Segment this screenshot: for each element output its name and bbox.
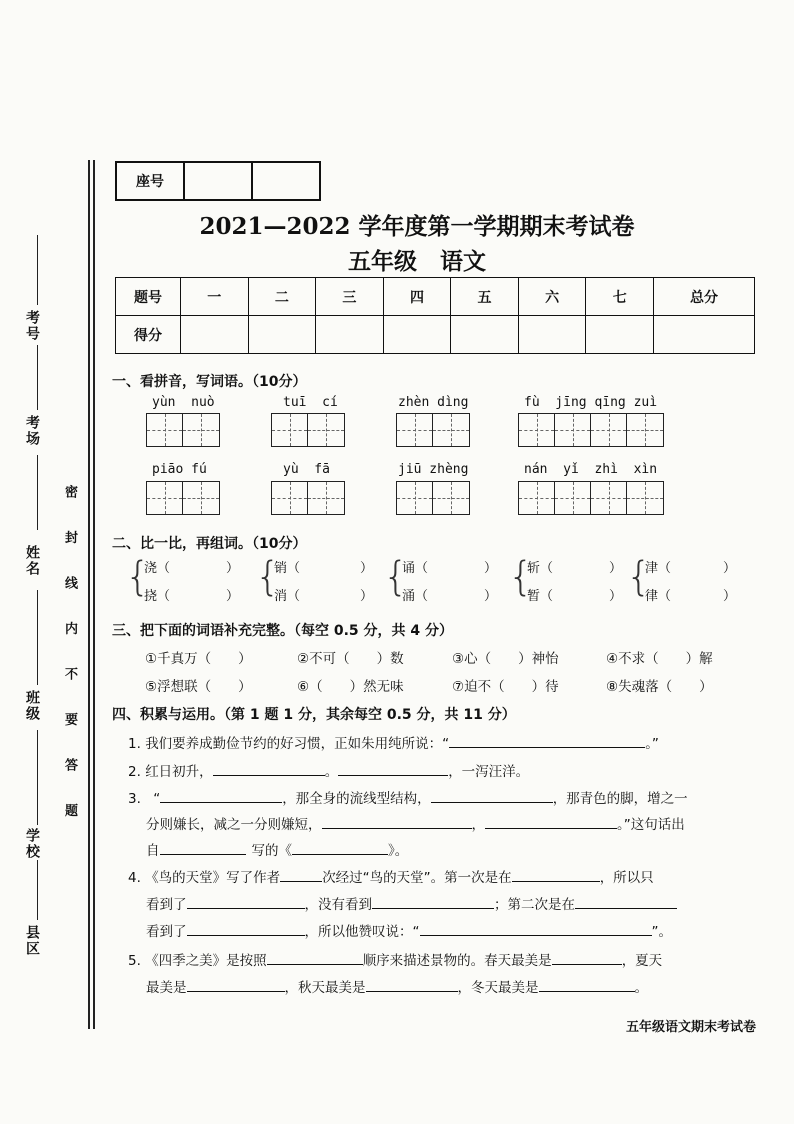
q1-blank[interactable] — [449, 733, 645, 748]
idiom-3: ③心（ ）神怡 — [452, 651, 559, 667]
q5-a: 《四季之美》是按照 — [145, 953, 267, 969]
q4-blank-7[interactable] — [420, 921, 652, 936]
page-title: 2021—2022 学年度第一学期期末考试卷 — [199, 213, 635, 240]
q3-blank-1[interactable] — [160, 788, 282, 803]
q3-g: 自 — [146, 843, 160, 859]
q4-d: 看到了 — [146, 897, 187, 913]
brace-4: { — [508, 554, 534, 600]
pinyin-2: tuī cí — [283, 395, 338, 410]
q3-line-3 — [146, 839, 408, 859]
pinyin-4: fù jīng qīng zuì — [524, 395, 658, 410]
score-table — [115, 277, 755, 354]
q5-b: 顺序来描述景物的。春天最美是 — [362, 953, 552, 969]
score-header-4: 四 — [383, 278, 451, 316]
pair-5-b: 律（ — [645, 589, 672, 604]
idiom-6: ⑥（ ）然无味 — [297, 679, 404, 695]
pair-3-a: 诵（ — [402, 561, 429, 576]
pair-3 — [402, 555, 502, 611]
pair-2-b-close: ） — [360, 589, 374, 604]
pinyin-6: yù fā — [283, 462, 330, 477]
pair-4-a-close: ） — [609, 561, 623, 576]
q1-text: 我们要养成勤俭节约的好习惯，正如朱用纯所说：“ — [145, 736, 450, 752]
q3-blank-5[interactable] — [160, 840, 246, 855]
pair-5-b-close: ） — [723, 589, 737, 604]
score-header-total: 总分 — [654, 278, 755, 316]
exam-room-line — [37, 345, 38, 410]
class-line — [37, 590, 38, 685]
grid-cell[interactable] — [627, 414, 663, 446]
q4-f: ；第二次是在 — [494, 897, 575, 913]
grid-cell[interactable] — [591, 414, 627, 446]
exam-room-label: 考场 — [24, 415, 40, 447]
q4-line-3 — [146, 920, 672, 940]
score-cell[interactable] — [383, 316, 451, 354]
q4-line-1 — [128, 866, 654, 886]
grid-cell[interactable] — [627, 482, 663, 514]
brace-2: { — [255, 554, 281, 600]
q5-e: ，秋天最美是 — [284, 980, 366, 996]
grid-cell[interactable] — [183, 414, 219, 446]
page-footer: 五年级语文期末考试卷 — [625, 1020, 756, 1035]
q4-number: 4. — [128, 870, 141, 886]
q2-blank-2[interactable] — [338, 761, 448, 776]
grid-cell[interactable] — [397, 482, 433, 514]
pair-1-b-close: ） — [226, 589, 240, 604]
q5-d: 最美是 — [146, 980, 187, 996]
q5-blank-3[interactable] — [187, 977, 285, 992]
q5-line-2 — [146, 976, 648, 996]
q2-b: 。 — [324, 764, 339, 780]
idiom-1: ①千真万（ ） — [145, 651, 252, 667]
q5-c: ，夏天 — [621, 953, 663, 969]
pinyin-8: nán yǐ zhì xìn — [524, 462, 658, 477]
name-label: 姓名 — [24, 545, 40, 577]
score-cell[interactable] — [316, 316, 384, 354]
q5-blank-5[interactable] — [539, 977, 635, 992]
q3-blank-6[interactable] — [292, 840, 388, 855]
grid-cell[interactable] — [308, 414, 344, 446]
section4-heading: 四、积累与运用。（第 1 题 1 分，其余每空 0.5 分，共 11 分） — [112, 707, 516, 723]
pair-3-b-close: ） — [484, 589, 498, 604]
q4-g: 看到了 — [146, 924, 187, 940]
pair-5-a-close: ） — [723, 561, 737, 576]
section2-heading: 二、比一比，再组词。（10分） — [112, 536, 307, 552]
score-header-5: 五 — [451, 278, 519, 316]
pair-4-b-close: ） — [609, 589, 623, 604]
pair-1-b: 挠（ — [144, 589, 171, 604]
pair-2-b: 消（ — [274, 589, 301, 604]
idiom-4: ④不求（ ）解 — [606, 651, 713, 667]
score-cell[interactable] — [248, 316, 316, 354]
seat-box-2[interactable] — [252, 162, 320, 200]
q3-blank-2[interactable] — [431, 788, 553, 803]
pinyin-1: yùn nuò — [152, 395, 215, 410]
write-grid-5[interactable] — [146, 481, 220, 515]
score-header-3: 三 — [316, 278, 384, 316]
seal-notice: 密 封 线 内 不 要 答 题 — [62, 485, 77, 831]
grid-cell[interactable] — [147, 414, 183, 446]
grid-cell[interactable] — [433, 414, 469, 446]
grid-cell[interactable] — [519, 482, 555, 514]
q4-b: 次经过“鸟的天堂”。第一次是在 — [322, 870, 512, 886]
q3-h: 写的《 — [251, 843, 292, 859]
q3-b: ，那全身的流线型结构， — [282, 791, 431, 807]
grid-cell[interactable] — [272, 414, 308, 446]
binding-line-outer — [88, 160, 90, 1029]
brace-5: { — [626, 554, 652, 600]
q5-g: 。 — [634, 980, 648, 996]
score-header-2: 二 — [248, 278, 316, 316]
pair-4-b: 暂（ — [527, 589, 554, 604]
pair-4-a: 斩（ — [527, 561, 554, 576]
score-header-label: 题号 — [116, 278, 181, 316]
score-cell[interactable] — [654, 316, 755, 354]
brace-1: { — [125, 554, 151, 600]
grid-cell[interactable] — [555, 414, 591, 446]
brace-3: { — [383, 554, 409, 600]
q3-f: 。”这句话出 — [617, 817, 685, 833]
pair-2 — [274, 555, 374, 611]
pair-2-a: 销（ — [274, 561, 301, 576]
section1-heading: 一、看拼音，写词语。（10分） — [112, 374, 307, 390]
q4-e: ，没有看到 — [304, 897, 372, 913]
exam-no-label: 考号 — [24, 310, 40, 342]
county-label: 县区 — [24, 925, 40, 957]
q3-e: ， — [471, 817, 485, 833]
grid-cell[interactable] — [591, 482, 627, 514]
class-label: 班级 — [24, 690, 40, 722]
q4-i: ”。 — [651, 924, 672, 940]
pair-4 — [527, 555, 627, 611]
idiom-5: ⑤浮想联（ ） — [145, 679, 252, 695]
q5-f: ，冬天最美是 — [457, 980, 539, 996]
idiom-8: ⑧失魂落（ ） — [606, 679, 713, 695]
school-line — [37, 730, 38, 825]
q2-c: ，一泻汪洋。 — [448, 764, 530, 780]
q3-blank-4[interactable] — [485, 814, 617, 829]
q4-blank-6[interactable] — [187, 921, 305, 936]
q3-a: “ — [153, 791, 161, 807]
q1-end: 。” — [645, 736, 659, 752]
pair-1-a: 浇（ — [144, 561, 171, 576]
q3-blank-3[interactable] — [322, 814, 472, 829]
q3-i: 》。 — [388, 843, 409, 859]
q2-a: 红日初升， — [145, 764, 213, 780]
grid-cell[interactable] — [433, 482, 469, 514]
pair-1 — [144, 555, 244, 611]
grid-cell[interactable] — [308, 482, 344, 514]
pinyin-5: piāo fú — [152, 462, 207, 477]
q3-c: ，那青色的脚，增之一 — [552, 791, 688, 807]
county-line — [37, 860, 38, 920]
q4-blank-3[interactable] — [187, 894, 305, 909]
idiom-7: ⑦迫不（ ）待 — [452, 679, 559, 695]
pair-5 — [645, 555, 745, 611]
q5-blank-4[interactable] — [366, 977, 458, 992]
grid-cell[interactable] — [183, 482, 219, 514]
q4-line-2 — [146, 893, 677, 913]
pair-3-b: 涌（ — [402, 589, 429, 604]
score-cell[interactable] — [518, 316, 586, 354]
q4-blank-2[interactable] — [512, 867, 600, 882]
q2 — [128, 760, 529, 780]
pair-3-a-close: ） — [484, 561, 498, 576]
q5-number: 5. — [128, 953, 141, 969]
score-header-7: 七 — [586, 278, 654, 316]
score-cell[interactable] — [586, 316, 654, 354]
idiom-2: ②不可（ ）数 — [297, 651, 404, 667]
grid-cell[interactable] — [555, 482, 591, 514]
q3-number: 3. — [128, 791, 141, 807]
write-grid-8[interactable] — [518, 481, 664, 515]
score-row-label: 得分 — [116, 316, 181, 354]
q3-line-1 — [128, 787, 688, 807]
q5-blank-2[interactable] — [552, 950, 622, 965]
write-grid-2[interactable] — [271, 413, 345, 447]
q1-number: 1. — [128, 736, 141, 752]
pair-5-a: 津（ — [645, 561, 672, 576]
write-grid-6[interactable] — [271, 481, 345, 515]
section3-heading: 三、把下面的词语补充完整。（每空 0.5 分，共 4 分） — [112, 623, 454, 639]
write-grid-7[interactable] — [396, 481, 470, 515]
q3-d: 分则嫌长，减之一分则嫌短， — [146, 817, 322, 833]
seat-label: 座号 — [116, 162, 184, 200]
q5-line-1 — [128, 949, 662, 969]
q5-blank-1[interactable] — [267, 950, 363, 965]
q4-blank-1[interactable] — [280, 867, 322, 882]
school-label: 学校 — [24, 828, 40, 860]
score-header-1: 一 — [181, 278, 249, 316]
write-grid-4[interactable] — [518, 413, 664, 447]
grid-cell[interactable] — [147, 482, 183, 514]
grid-cell[interactable] — [519, 414, 555, 446]
q4-blank-5[interactable] — [575, 894, 677, 909]
pair-1-a-close: ） — [226, 561, 240, 576]
grid-cell[interactable] — [397, 414, 433, 446]
score-header-6: 六 — [518, 278, 586, 316]
grid-cell[interactable] — [272, 482, 308, 514]
score-cell[interactable] — [451, 316, 519, 354]
pinyin-7: jiū zhèng — [398, 462, 469, 477]
q4-h: ，所以他赞叹说：“ — [304, 924, 420, 940]
pinyin-3: zhèn dìng — [398, 395, 469, 410]
seat-number-table — [115, 161, 321, 201]
binding-line-inner — [93, 160, 95, 1029]
pair-2-a-close: ） — [360, 561, 374, 576]
q1 — [128, 732, 659, 752]
name-line — [37, 455, 38, 530]
q4-a: 《鸟的天堂》写了作者 — [145, 870, 281, 886]
q4-blank-4[interactable] — [372, 894, 494, 909]
seat-box-1[interactable] — [184, 162, 252, 200]
write-grid-1[interactable] — [146, 413, 220, 447]
write-grid-3[interactable] — [396, 413, 470, 447]
score-cell[interactable] — [181, 316, 249, 354]
q3-line-2 — [146, 813, 685, 833]
q2-number: 2. — [128, 764, 141, 780]
q4-c: ，所以只 — [599, 870, 654, 886]
page-subtitle: 五年级 语文 — [348, 248, 486, 275]
q2-blank-1[interactable] — [213, 761, 325, 776]
